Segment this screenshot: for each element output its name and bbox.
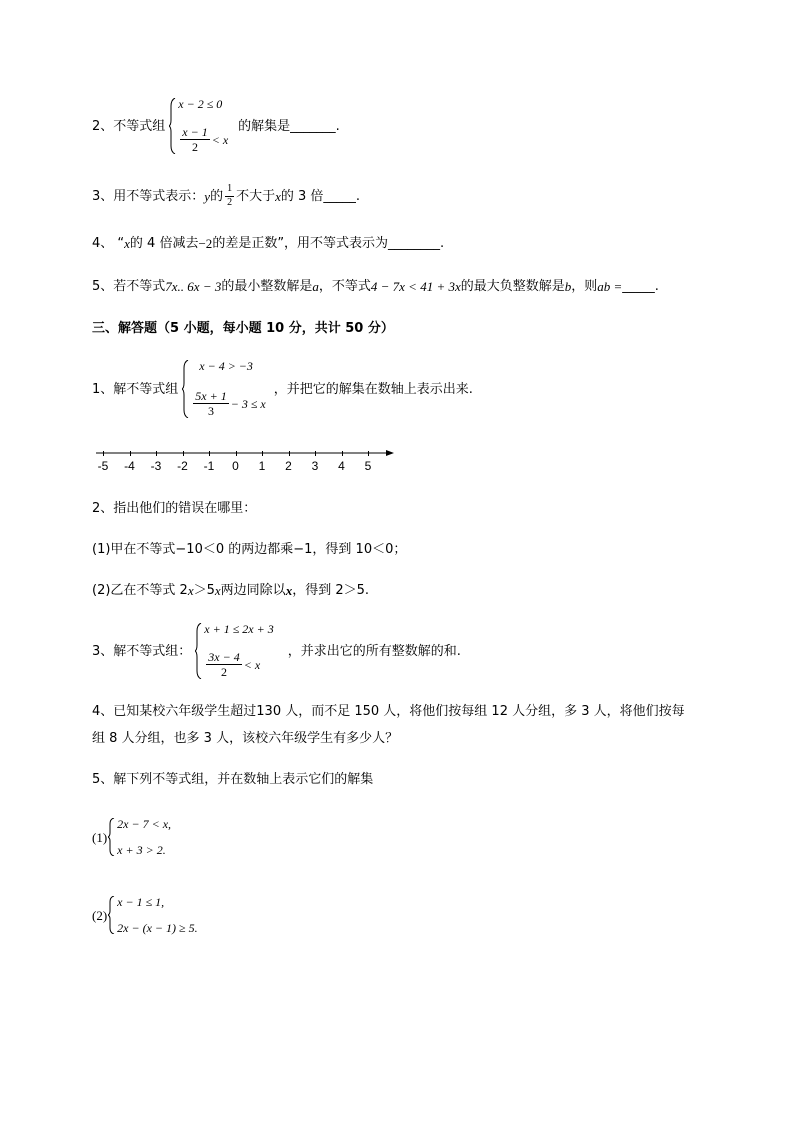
number-line-tick xyxy=(262,451,263,456)
problem-5-part-1 xyxy=(92,818,175,856)
q2-prefix: 2、不等式组 xyxy=(92,118,166,134)
number-line-tick xyxy=(368,451,369,456)
q3-suffix: 的 3 倍_____. xyxy=(280,188,361,204)
s2-var-x-1: x xyxy=(187,583,194,598)
left-brace-icon xyxy=(108,896,115,934)
number-line-tick-label: 2 xyxy=(285,459,292,473)
q2-row-2 xyxy=(178,126,228,154)
s2-part2-a: (2)乙在不等式 2 xyxy=(92,583,188,598)
problem-2-title: 2、指出他们的错误在哪里： xyxy=(92,501,257,516)
s1-frac-den: 3 xyxy=(208,404,214,419)
number-line-tick xyxy=(342,451,343,456)
problem-5-title: 5、解下列不等式组，并在数轴上表示它们的解集 xyxy=(92,772,374,787)
q5-text-3: 的最大负整数解是 xyxy=(460,279,565,294)
number-line-tick xyxy=(156,451,157,456)
q5-var-b: b xyxy=(564,279,572,294)
q5-text-2: ，不等式 xyxy=(318,279,371,294)
problem-3 xyxy=(92,623,461,679)
q3-frac-den: 2 xyxy=(227,196,233,208)
q2-row-1: x − 2 ≤ 0 xyxy=(178,97,223,111)
s3-prefix: 3、解不等式组： xyxy=(92,643,192,659)
s1-system xyxy=(182,360,265,418)
question-2 xyxy=(92,98,340,154)
s5-p2-row-1: x − 1 ≤ 1, xyxy=(117,895,165,909)
question-3 xyxy=(92,184,360,208)
q2-fraction xyxy=(180,126,209,154)
q2-suffix: 的解集是_______. xyxy=(238,118,340,134)
s3-fraction xyxy=(206,651,241,679)
s1-row-2-rel: − 3 ≤ x xyxy=(230,396,266,411)
question-4 xyxy=(92,237,444,250)
number-line-tick-label: 1 xyxy=(258,459,266,473)
q3-text-2: 不大于 xyxy=(236,188,276,204)
s3-row-2-rel: < x xyxy=(243,657,261,672)
q5-suffix: _____. xyxy=(622,279,659,294)
number-line-tick-label: -5 xyxy=(97,459,109,473)
q3-prefix: 3、用不等式表示： xyxy=(92,188,205,204)
number-line-tick xyxy=(209,451,210,456)
problem-4-line-1: 4、已知某校六年级学生超过130 人，而不足 150 人，将他们按每组 12 人分组，多 3 人，将他们按每 xyxy=(92,704,685,719)
q5-var-a: a xyxy=(312,279,319,294)
q3-fraction xyxy=(225,184,234,208)
q3-text-1: 的 xyxy=(210,188,224,204)
s3-system xyxy=(195,623,273,679)
problem-2-part-1: (1)甲在不等式−10＜0 的两边都乘−1，得到 10＜0； xyxy=(92,542,407,557)
left-brace-icon xyxy=(169,98,176,154)
q2-frac-den: 2 xyxy=(192,140,198,155)
problem-2-part-2 xyxy=(92,584,369,597)
s1-prefix: 1、解不等式组 xyxy=(92,381,179,397)
section-3-heading: 三、解答题（5 小题，每小题 10 分，共计 50 分） xyxy=(92,321,394,336)
s1-frac-num: 5x + 1 xyxy=(195,388,227,403)
s5-p2-row-2: 2x − (x − 1) ≥ 5. xyxy=(117,921,198,935)
number-line-tick xyxy=(103,451,104,456)
s1-fraction xyxy=(193,390,228,418)
s2-part2-d: ，得到 2＞5. xyxy=(292,583,369,598)
s2-part2-b: ＞5 xyxy=(193,583,215,598)
q5-inequality-1: 7x.. 6x − 3 xyxy=(165,279,222,294)
left-brace-icon xyxy=(108,818,115,856)
s5-p1-system xyxy=(108,818,171,856)
q2-row-2-rel: < x xyxy=(211,132,229,147)
number-line-tick xyxy=(315,451,316,456)
q4-var-x: x xyxy=(124,236,130,251)
number-line-tick-label: 3 xyxy=(311,459,319,473)
q2-system xyxy=(169,98,228,154)
q4-text-1: 的 4 倍减去 xyxy=(129,236,199,251)
number-line-tick-label: -2 xyxy=(177,459,188,473)
left-brace-icon xyxy=(182,360,189,418)
q4-neg-2: −2 xyxy=(198,236,213,251)
number-line-tick-label: 0 xyxy=(232,459,239,473)
s3-row-1: x + 1 ≤ 2x + 3 xyxy=(204,622,274,636)
s5-p1-label: (1) xyxy=(92,829,108,845)
number-line-tick xyxy=(236,451,237,456)
number-line-axis xyxy=(96,449,396,457)
number-line-tick xyxy=(183,451,184,456)
arrow-head-icon xyxy=(386,450,394,456)
problem-1 xyxy=(92,360,473,418)
problem-4-line-2: 组 8 人分组，也多 3 人，该校六年级学生有多少人？ xyxy=(92,731,399,746)
q4-suffix: 的差是正数”，用不等式表示为________. xyxy=(212,236,445,251)
s5-p2-system xyxy=(108,896,197,934)
s3-row-2 xyxy=(204,651,273,679)
s3-frac-den: 2 xyxy=(221,665,227,680)
s1-suffix: ，并把它的解集在数轴上表示出来. xyxy=(273,381,473,397)
q3-frac-num: 1 xyxy=(225,184,234,197)
s1-row-2 xyxy=(191,390,265,418)
problem-5-part-2 xyxy=(92,896,202,934)
q3-var-y: y xyxy=(204,188,211,204)
s5-p1-row-2: x + 3 > 2. xyxy=(117,843,166,857)
s2-part2-c: 两边同除以 xyxy=(220,583,286,598)
q2-frac-num: x − 1 xyxy=(182,124,208,139)
s1-row-1: x − 4 > −3 xyxy=(199,359,253,373)
number-line-tick-label: -4 xyxy=(124,459,135,473)
number-line-tick-label: 4 xyxy=(338,459,345,473)
number-line-tick-label: 5 xyxy=(364,459,372,473)
q5-text-1: 的最小整数解是 xyxy=(221,279,313,294)
s3-suffix: ，并求出它的所有整数解的和. xyxy=(287,643,461,659)
s3-frac-num: 3x − 4 xyxy=(208,649,240,664)
q5-text-4: ，则 xyxy=(571,279,598,294)
number-line-tick xyxy=(130,451,131,456)
number-line-tick-label: -3 xyxy=(150,459,162,473)
q4-prefix: 4、 “ xyxy=(92,236,125,251)
q5-ab: ab = xyxy=(597,279,623,294)
s2-var-x-3: x xyxy=(285,583,293,598)
q5-inequality-2: 4 − 7x < 41 + 3x xyxy=(370,279,461,294)
s5-p1-row-1: 2x − 7 < x, xyxy=(117,817,172,831)
s5-p2-label: (2) xyxy=(92,907,108,923)
left-brace-icon xyxy=(195,623,202,679)
question-5 xyxy=(92,280,659,293)
number-line-tick-label: -1 xyxy=(203,459,215,473)
number-line-tick xyxy=(289,451,290,456)
number-line xyxy=(96,453,396,473)
q3-var-x: x xyxy=(275,188,281,204)
q5-prefix: 5、若不等式 xyxy=(92,279,166,294)
s2-var-x-2: x xyxy=(214,583,221,598)
